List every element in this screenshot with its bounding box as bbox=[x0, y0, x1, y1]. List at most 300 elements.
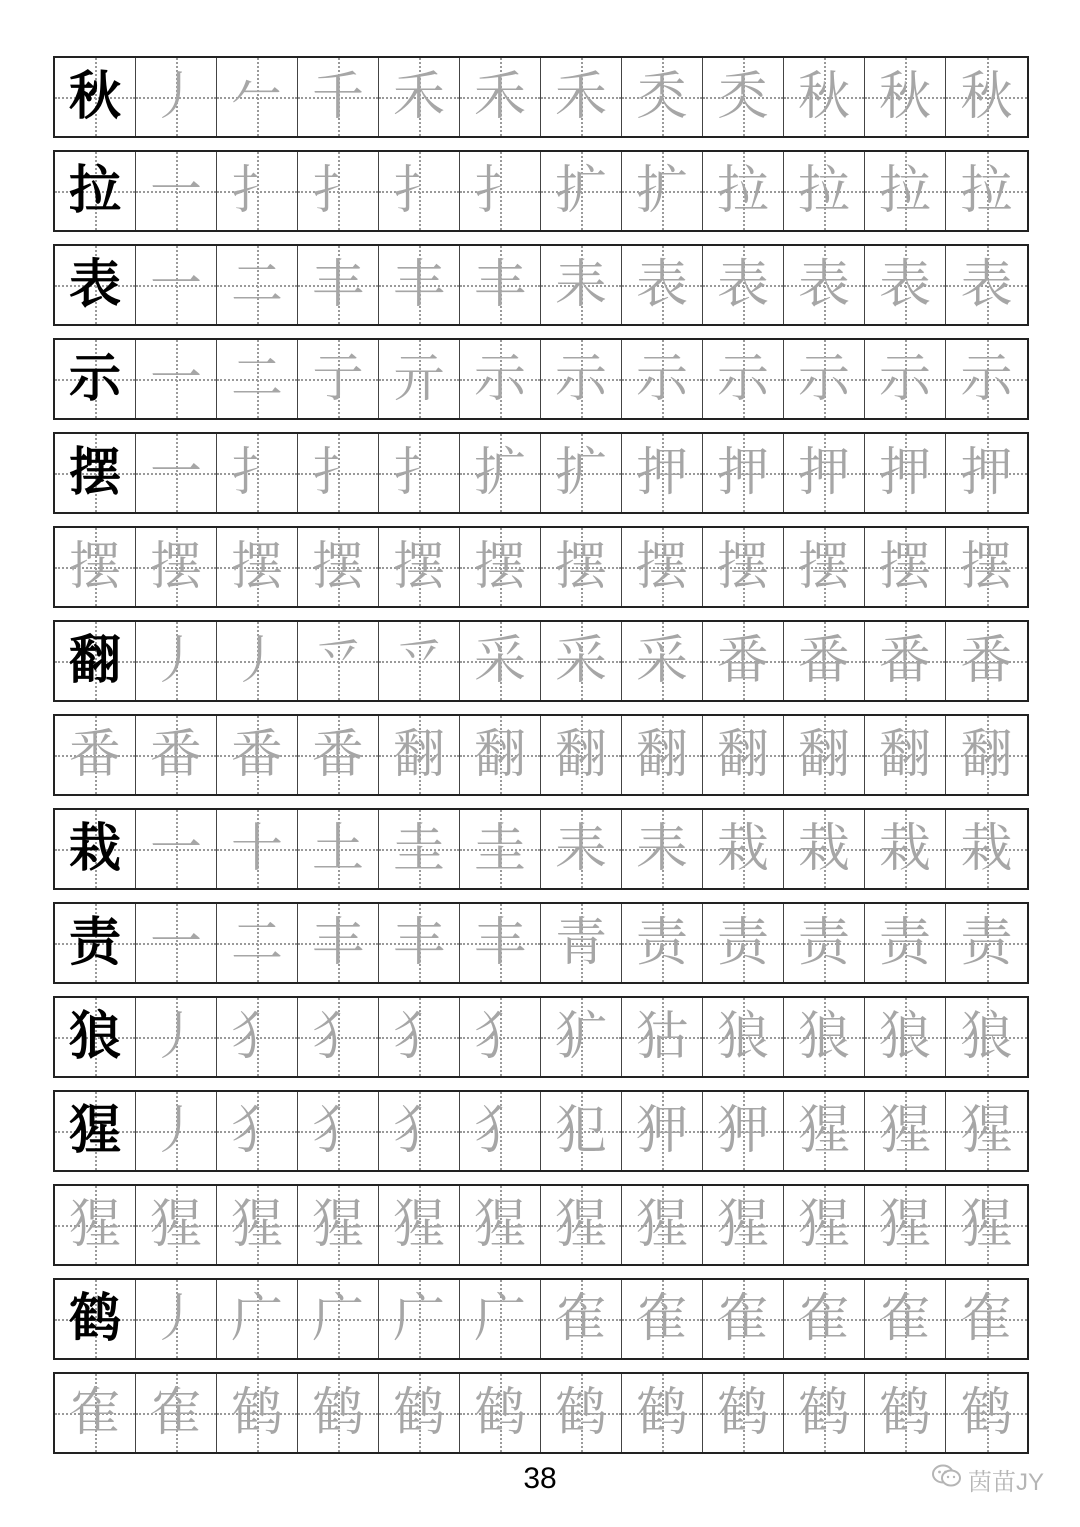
tracing-cell bbox=[136, 340, 217, 418]
tracing-cell bbox=[865, 622, 946, 700]
tracing-cell bbox=[703, 1374, 784, 1452]
tracing-cell bbox=[622, 1280, 703, 1358]
tracing-character: 鹤 bbox=[311, 1383, 364, 1443]
tracing-character: 亍 bbox=[311, 349, 364, 409]
tracing-cell bbox=[622, 246, 703, 324]
practice-row bbox=[53, 996, 1029, 1078]
tracing-character: 狼 bbox=[716, 1007, 769, 1067]
watermark-text: 茵苗JY bbox=[967, 1469, 1044, 1496]
tracing-cell bbox=[865, 998, 946, 1076]
tracing-cell bbox=[946, 246, 1027, 324]
model-character-cell bbox=[55, 622, 136, 700]
tracing-cell bbox=[865, 152, 946, 230]
model-character-cell bbox=[55, 246, 136, 324]
tracing-character: 番 bbox=[716, 631, 769, 691]
tracing-character: 猩 bbox=[230, 1195, 283, 1255]
tracing-character: 鹤 bbox=[554, 1383, 607, 1443]
tracing-cell bbox=[541, 622, 622, 700]
practice-row bbox=[53, 620, 1029, 702]
model-character-cell bbox=[55, 904, 136, 982]
tracing-cell bbox=[379, 1092, 460, 1170]
tracing-character: 圭 bbox=[392, 819, 445, 879]
tracing-cell bbox=[541, 1374, 622, 1452]
tracing-cell bbox=[379, 58, 460, 136]
tracing-cell bbox=[703, 58, 784, 136]
tracing-cell bbox=[703, 904, 784, 982]
tracing-character: 摆 bbox=[635, 537, 688, 597]
tracing-cell bbox=[946, 904, 1027, 982]
tracing-cell bbox=[379, 1280, 460, 1358]
model-character: 猩 bbox=[68, 1101, 121, 1161]
tracing-cell bbox=[379, 340, 460, 418]
tracing-character: 扌 bbox=[473, 161, 526, 221]
tracing-character: 示 bbox=[960, 349, 1013, 409]
practice-row bbox=[53, 150, 1029, 232]
tracing-cell bbox=[541, 998, 622, 1076]
tracing-cell bbox=[865, 434, 946, 512]
tracing-character: 隺 bbox=[960, 1289, 1013, 1349]
tracing-character: 摆 bbox=[149, 537, 202, 597]
tracing-character: 猩 bbox=[392, 1195, 445, 1255]
tracing-cell bbox=[460, 998, 541, 1076]
tracing-character: 表 bbox=[878, 255, 931, 315]
tracing-character: 翻 bbox=[392, 725, 445, 785]
tracing-cell bbox=[946, 1280, 1027, 1358]
tracing-character: 猩 bbox=[554, 1195, 607, 1255]
practice-row bbox=[53, 56, 1029, 138]
tracing-character: 丰 bbox=[311, 913, 364, 973]
tracing-cell bbox=[622, 622, 703, 700]
tracing-character: 押 bbox=[878, 443, 931, 503]
tracing-character: 鹤 bbox=[230, 1383, 283, 1443]
tracing-character: 示 bbox=[473, 349, 526, 409]
practice-row bbox=[53, 432, 1029, 514]
tracing-character: 翻 bbox=[554, 725, 607, 785]
tracing-cell bbox=[136, 1280, 217, 1358]
tracing-character: 二 bbox=[230, 255, 283, 315]
tracing-character: 拉 bbox=[960, 161, 1013, 221]
model-character: 栽 bbox=[68, 819, 121, 879]
tracing-cell bbox=[541, 1186, 622, 1264]
tracing-cell bbox=[298, 152, 379, 230]
tracing-character: 丿 bbox=[149, 1101, 202, 1161]
tracing-character: 千 bbox=[311, 67, 364, 127]
tracing-character: 扌 bbox=[392, 443, 445, 503]
tracing-character: 摆 bbox=[230, 537, 283, 597]
tracing-character: 拉 bbox=[797, 161, 850, 221]
model-character-cell bbox=[55, 340, 136, 418]
tracing-cell bbox=[541, 340, 622, 418]
tracing-character: 栽 bbox=[960, 819, 1013, 879]
tracing-character: 秂 bbox=[635, 67, 688, 127]
tracing-cell bbox=[622, 810, 703, 888]
tracing-character: 禾 bbox=[392, 67, 445, 127]
tracing-character: 摆 bbox=[716, 537, 769, 597]
tracing-character: 表 bbox=[960, 255, 1013, 315]
tracing-cell bbox=[217, 810, 298, 888]
model-character: 翻 bbox=[68, 631, 121, 691]
tracing-character: 番 bbox=[960, 631, 1013, 691]
model-character-cell bbox=[55, 152, 136, 230]
tracing-character: 秋 bbox=[878, 67, 931, 127]
tracing-cell bbox=[703, 246, 784, 324]
tracing-cell bbox=[460, 434, 541, 512]
tracing-cell bbox=[946, 716, 1027, 794]
tracing-cell bbox=[784, 1280, 865, 1358]
tracing-cell bbox=[298, 340, 379, 418]
tracing-character: 狎 bbox=[635, 1101, 688, 1161]
tracing-character: 乊 bbox=[311, 631, 364, 691]
tracing-cell bbox=[784, 810, 865, 888]
tracing-cell bbox=[460, 340, 541, 418]
tracing-character: 犭 bbox=[230, 1101, 283, 1161]
tracing-character: 猩 bbox=[473, 1195, 526, 1255]
tracing-character: 栽 bbox=[716, 819, 769, 879]
tracing-character: 扩 bbox=[554, 161, 607, 221]
tracing-character: 押 bbox=[716, 443, 769, 503]
tracing-character: 耒 bbox=[554, 819, 607, 879]
tracing-character: 猩 bbox=[68, 1195, 121, 1255]
tracing-character: 栽 bbox=[797, 819, 850, 879]
model-character: 秋 bbox=[68, 67, 121, 127]
tracing-cell bbox=[379, 246, 460, 324]
tracing-character: 猩 bbox=[960, 1195, 1013, 1255]
tracing-character: 鹤 bbox=[878, 1383, 931, 1443]
tracing-character: 秋 bbox=[797, 67, 850, 127]
tracing-cell bbox=[217, 246, 298, 324]
tracing-cell bbox=[136, 152, 217, 230]
model-character: 责 bbox=[68, 913, 121, 973]
tracing-character: 猩 bbox=[149, 1195, 202, 1255]
tracing-cell bbox=[217, 1374, 298, 1452]
tracing-cell bbox=[298, 58, 379, 136]
tracing-character: 摆 bbox=[473, 537, 526, 597]
tracing-cell bbox=[217, 434, 298, 512]
tracing-character: 表 bbox=[716, 255, 769, 315]
tracing-cell bbox=[946, 998, 1027, 1076]
tracing-cell bbox=[298, 434, 379, 512]
tracing-character: 狜 bbox=[635, 1007, 688, 1067]
tracing-cell bbox=[541, 1092, 622, 1170]
tracing-cell bbox=[136, 1092, 217, 1170]
tracing-character: 犭 bbox=[473, 1101, 526, 1161]
tracing-cell bbox=[946, 1186, 1027, 1264]
tracing-cell bbox=[136, 1186, 217, 1264]
tracing-cell bbox=[217, 1092, 298, 1170]
tracing-cell bbox=[379, 528, 460, 606]
tracing-character: 隺 bbox=[554, 1289, 607, 1349]
tracing-cell bbox=[460, 152, 541, 230]
tracing-character: 犯 bbox=[554, 1101, 607, 1161]
tracing-cell bbox=[541, 810, 622, 888]
tracing-character: 一 bbox=[149, 913, 202, 973]
tracing-character: 丰 bbox=[311, 255, 364, 315]
tracing-character: 猩 bbox=[716, 1195, 769, 1255]
tracing-cell bbox=[784, 528, 865, 606]
tracing-cell bbox=[379, 998, 460, 1076]
tracing-character: 采 bbox=[635, 631, 688, 691]
tracing-character: 责 bbox=[960, 913, 1013, 973]
tracing-character: 广 bbox=[230, 1289, 283, 1349]
tracing-cell bbox=[298, 528, 379, 606]
tracing-character: 猩 bbox=[797, 1101, 850, 1161]
tracing-character: 扌 bbox=[392, 161, 445, 221]
tracing-cell bbox=[865, 1092, 946, 1170]
tracing-character: 扌 bbox=[311, 443, 364, 503]
tracing-character: 𠂉 bbox=[230, 67, 283, 127]
tracing-cell bbox=[217, 622, 298, 700]
tracing-character: 翻 bbox=[473, 725, 526, 785]
tracing-cell bbox=[298, 998, 379, 1076]
tracing-character: 鹤 bbox=[635, 1383, 688, 1443]
tracing-character: 鹤 bbox=[716, 1383, 769, 1443]
tracing-character: 丰 bbox=[392, 913, 445, 973]
tracing-character: 押 bbox=[797, 443, 850, 503]
tracing-cell bbox=[460, 1374, 541, 1452]
tracing-cell bbox=[946, 622, 1027, 700]
tracing-cell bbox=[784, 246, 865, 324]
tracing-character: 扩 bbox=[635, 161, 688, 221]
tracing-character: 犭 bbox=[230, 1007, 283, 1067]
tracing-cell bbox=[541, 246, 622, 324]
tracing-character: 栽 bbox=[878, 819, 931, 879]
tracing-character: 示 bbox=[878, 349, 931, 409]
tracing-cell bbox=[136, 622, 217, 700]
tracing-cell bbox=[136, 810, 217, 888]
tracing-character: 扌 bbox=[230, 443, 283, 503]
tracing-cell bbox=[136, 434, 217, 512]
tracing-character: 隺 bbox=[635, 1289, 688, 1349]
tracing-character: 一 bbox=[149, 161, 202, 221]
tracing-character: 丰 bbox=[473, 913, 526, 973]
tracing-cell bbox=[541, 528, 622, 606]
tracing-character: 猩 bbox=[878, 1101, 931, 1161]
tracing-character: 扩 bbox=[554, 443, 607, 503]
tracing-character: 隺 bbox=[878, 1289, 931, 1349]
tracing-cell bbox=[541, 716, 622, 794]
tracing-character: 鹤 bbox=[473, 1383, 526, 1443]
model-character-cell bbox=[55, 434, 136, 512]
tracing-character: 丿 bbox=[149, 1007, 202, 1067]
tracing-character: 猩 bbox=[797, 1195, 850, 1255]
tracing-cell bbox=[784, 716, 865, 794]
tracing-cell bbox=[865, 246, 946, 324]
tracing-character: 犭 bbox=[311, 1101, 364, 1161]
tracing-character: 狼 bbox=[797, 1007, 850, 1067]
tracing-character: 翻 bbox=[960, 725, 1013, 785]
tracing-cell bbox=[784, 1092, 865, 1170]
tracing-cell bbox=[784, 622, 865, 700]
model-character-cell bbox=[55, 1092, 136, 1170]
tracing-cell bbox=[379, 716, 460, 794]
tracing-character: 狼 bbox=[960, 1007, 1013, 1067]
tracing-character: 扩 bbox=[473, 443, 526, 503]
model-character-cell bbox=[55, 998, 136, 1076]
tracing-cell bbox=[622, 434, 703, 512]
practice-grid bbox=[53, 56, 1029, 1466]
tracing-character: 摆 bbox=[68, 537, 121, 597]
tracing-character: 番 bbox=[149, 725, 202, 785]
tracing-character: 押 bbox=[960, 443, 1013, 503]
tracing-character: 圭 bbox=[473, 819, 526, 879]
tracing-cell bbox=[622, 340, 703, 418]
tracing-cell bbox=[55, 1374, 136, 1452]
tracing-character: 翻 bbox=[716, 725, 769, 785]
tracing-character: 犭 bbox=[392, 1007, 445, 1067]
tracing-cell bbox=[703, 1280, 784, 1358]
tracing-cell bbox=[460, 1280, 541, 1358]
tracing-cell bbox=[703, 1186, 784, 1264]
tracing-character: 鹤 bbox=[797, 1383, 850, 1443]
model-character-cell bbox=[55, 810, 136, 888]
tracing-cell bbox=[541, 904, 622, 982]
tracing-cell bbox=[622, 998, 703, 1076]
tracing-cell bbox=[703, 716, 784, 794]
model-character: 狼 bbox=[68, 1007, 121, 1067]
tracing-character: 秂 bbox=[716, 67, 769, 127]
tracing-character: 表 bbox=[635, 255, 688, 315]
practice-row bbox=[53, 902, 1029, 984]
tracing-cell bbox=[298, 810, 379, 888]
tracing-character: 一 bbox=[149, 819, 202, 879]
tracing-character: 责 bbox=[716, 913, 769, 973]
tracing-character: 丿 bbox=[149, 67, 202, 127]
tracing-character: 责 bbox=[635, 913, 688, 973]
tracing-character: 拉 bbox=[878, 161, 931, 221]
tracing-cell bbox=[136, 58, 217, 136]
practice-row bbox=[53, 714, 1029, 796]
tracing-cell bbox=[784, 58, 865, 136]
tracing-character: 禾 bbox=[473, 67, 526, 127]
tracing-cell bbox=[460, 58, 541, 136]
tracing-character: 番 bbox=[797, 631, 850, 691]
tracing-cell bbox=[622, 1374, 703, 1452]
tracing-character: 丰 bbox=[473, 255, 526, 315]
tracing-cell bbox=[298, 246, 379, 324]
tracing-cell bbox=[55, 1186, 136, 1264]
tracing-character: 秋 bbox=[960, 67, 1013, 127]
tracing-cell bbox=[298, 1186, 379, 1264]
tracing-cell bbox=[865, 810, 946, 888]
tracing-cell bbox=[460, 246, 541, 324]
tracing-cell bbox=[865, 1374, 946, 1452]
tracing-character: 耒 bbox=[635, 819, 688, 879]
tracing-character: 丰 bbox=[392, 255, 445, 315]
tracing-cell bbox=[865, 904, 946, 982]
tracing-character: 猩 bbox=[960, 1101, 1013, 1161]
tracing-cell bbox=[784, 998, 865, 1076]
tracing-cell bbox=[946, 528, 1027, 606]
tracing-cell bbox=[622, 1092, 703, 1170]
tracing-character: 亓 bbox=[392, 349, 445, 409]
tracing-character: 丿 bbox=[149, 1289, 202, 1349]
model-character: 示 bbox=[68, 349, 121, 409]
tracing-cell bbox=[622, 528, 703, 606]
tracing-character: 责 bbox=[797, 913, 850, 973]
tracing-cell bbox=[784, 152, 865, 230]
practice-row bbox=[53, 808, 1029, 890]
tracing-character: 隺 bbox=[716, 1289, 769, 1349]
page-number: 38 bbox=[523, 1462, 557, 1495]
tracing-character: 丿 bbox=[230, 631, 283, 691]
tracing-cell bbox=[217, 58, 298, 136]
tracing-character: 摆 bbox=[311, 537, 364, 597]
tracing-cell bbox=[379, 1374, 460, 1452]
tracing-cell bbox=[379, 622, 460, 700]
tracing-character: 隺 bbox=[68, 1383, 121, 1443]
tracing-cell bbox=[460, 528, 541, 606]
tracing-character: 土 bbox=[311, 819, 364, 879]
tracing-character: 示 bbox=[716, 349, 769, 409]
tracing-cell bbox=[298, 716, 379, 794]
tracing-cell bbox=[298, 1374, 379, 1452]
tracing-character: 隺 bbox=[149, 1383, 202, 1443]
tracing-cell bbox=[946, 1092, 1027, 1170]
tracing-character: 乊 bbox=[392, 631, 445, 691]
tracing-cell bbox=[379, 434, 460, 512]
tracing-cell bbox=[703, 1092, 784, 1170]
tracing-cell bbox=[217, 340, 298, 418]
tracing-cell bbox=[703, 528, 784, 606]
tracing-cell bbox=[622, 1186, 703, 1264]
tracing-character: 青 bbox=[554, 913, 607, 973]
model-character: 摆 bbox=[68, 443, 121, 503]
tracing-cell bbox=[298, 622, 379, 700]
tracing-cell bbox=[784, 1186, 865, 1264]
tracing-cell bbox=[217, 716, 298, 794]
tracing-cell bbox=[622, 904, 703, 982]
tracing-cell bbox=[865, 1186, 946, 1264]
tracing-character: 翻 bbox=[635, 725, 688, 785]
tracing-character: 一 bbox=[149, 443, 202, 503]
tracing-character: 狎 bbox=[716, 1101, 769, 1161]
practice-row bbox=[53, 1372, 1029, 1454]
tracing-cell bbox=[136, 246, 217, 324]
tracing-character: 示 bbox=[797, 349, 850, 409]
tracing-character: 一 bbox=[149, 349, 202, 409]
tracing-character: 广 bbox=[311, 1289, 364, 1349]
tracing-cell bbox=[946, 810, 1027, 888]
tracing-cell bbox=[217, 904, 298, 982]
tracing-cell bbox=[217, 998, 298, 1076]
tracing-character: 广 bbox=[392, 1289, 445, 1349]
tracing-cell bbox=[136, 904, 217, 982]
tracing-character: 禾 bbox=[554, 67, 607, 127]
tracing-cell bbox=[946, 434, 1027, 512]
tracing-cell bbox=[946, 152, 1027, 230]
tracing-character: 示 bbox=[554, 349, 607, 409]
tracing-character: 责 bbox=[878, 913, 931, 973]
tracing-cell bbox=[622, 716, 703, 794]
tracing-character: 表 bbox=[797, 255, 850, 315]
tracing-character: 采 bbox=[473, 631, 526, 691]
tracing-cell bbox=[460, 622, 541, 700]
tracing-cell bbox=[379, 1186, 460, 1264]
tracing-cell bbox=[946, 58, 1027, 136]
tracing-cell bbox=[379, 904, 460, 982]
tracing-character: 番 bbox=[68, 725, 121, 785]
practice-row bbox=[53, 526, 1029, 608]
tracing-cell bbox=[460, 1092, 541, 1170]
tracing-character: 十 bbox=[230, 819, 283, 879]
tracing-cell bbox=[55, 528, 136, 606]
tracing-cell bbox=[865, 340, 946, 418]
practice-row bbox=[53, 338, 1029, 420]
watermark bbox=[932, 1462, 1044, 1497]
tracing-cell bbox=[379, 152, 460, 230]
tracing-cell bbox=[865, 716, 946, 794]
tracing-cell bbox=[703, 152, 784, 230]
